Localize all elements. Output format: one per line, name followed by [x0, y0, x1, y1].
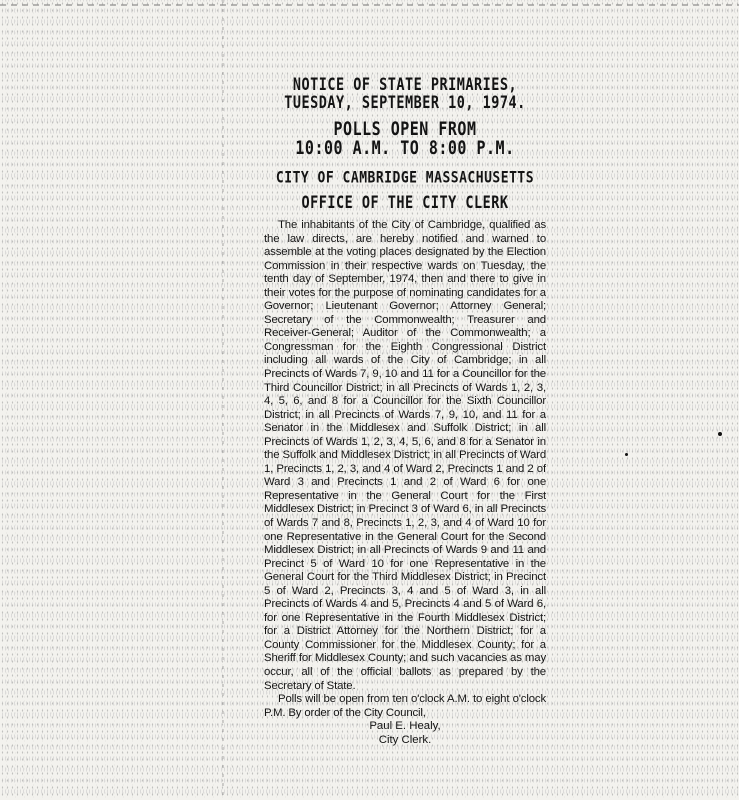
signer-name: Paul E. Healy,	[369, 720, 441, 733]
city-heading: CITY OF CAMBRIDGE MASSACHUSETTS	[275, 168, 535, 188]
primaries-notice	[264, 70, 546, 795]
notice-closing: Polls will be open from ten o'clock A.M. to eight o'clock P.M. By order of the City Council,	[264, 693, 546, 719]
notice-body: The inhabitants of the City of Cambridge, qualified as the law directs, are hereby notified and warned to assemble at the voting places designated by the Election Commission in their respective wards on Tuesday, the tenth day of September, 1974, then and there to give in their votes for the purpose of nominating candidates for a Governor; Lieutenant Governor; Attorney General; Secretary of the Commonwealth; Treasurer and Receiver-General; Auditor of the Commonwealth; a Congressman for the Eighth Congressional District including all wards of the City of Cambridge; in all Precincts of Wards 7, 9, 10 and 11 for a Councillor for the Third Councillor District; in all Precincts of Wards 1, 2, 3, 4, 5, 6, and 8 for a Councillor for the Sixth Councillor District; in all Precincts of Wards 7, 9, 10, and 11 for a Senator in the Middlesex and Suffolk District; in all Precincts of Wards 1, 2, 3, 4, 5, 6, and 8 for a Senator in the Suffolk and Middlesex District; in all Precincts of Ward 1, Precincts 1, 2, 3, and 4 of Ward 2, Precincts 1 and 2 of Ward 3 and Precincts 1 and 2 of Ward 6 for one Representative in the General Court for the First Middlesex District; in Precinct 3 of Ward 6, in all Precincts of Wards 7 and 8, Precincts 1, 2, 3, and 4 of Ward 10 for one Representative in the General Court for the Second Middlesex District; in all Precincts of Wards 9 and 11 and Precinct 5 of Ward 10 for one Representative in the General Court for the Third Middlesex District; in Precinct 5 of Ward 2, Precincts 3, 4 and 5 of Ward 3, in all Precincts of Wards 4 and 5, Precincts 4 and 5 of Ward 6, for one Representative in the Fourth Middlesex District; for a District Attorney for the Northern District; for a County Commissioner for the Middlesex County; for a Sheriff for Middlesex County; and such vacancies as may occur, all of the official ballots as prepared by the Secretary of State.	[264, 218, 546, 692]
polls-heading: POLLS OPEN FROM	[333, 117, 477, 141]
ink-speck	[625, 453, 628, 456]
polls-hours: 10:00 A.M. TO 8:00 P.M.	[295, 136, 515, 160]
page-top-rule	[0, 4, 739, 6]
notice-date: TUESDAY, SEPTEMBER 10, 1974.	[284, 92, 526, 113]
ink-speck	[718, 432, 722, 436]
column-gutter-rule	[222, 0, 224, 800]
notice-headline: NOTICE OF STATE PRIMARIES,	[292, 74, 518, 95]
office-heading: OFFICE OF THE CITY CLERK	[301, 193, 509, 214]
signer-title: City Clerk.	[378, 733, 432, 746]
